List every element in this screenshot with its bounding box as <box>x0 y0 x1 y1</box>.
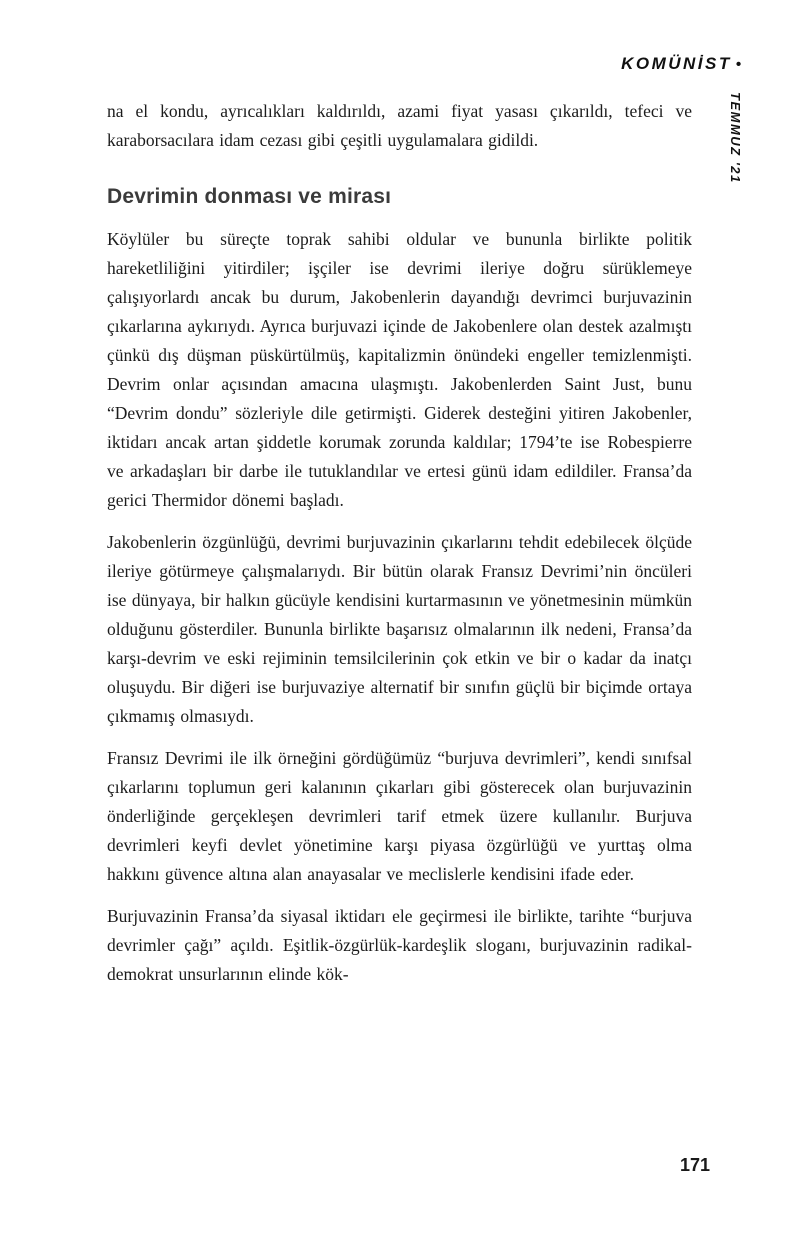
paragraph-1: Köylüler bu süreçte toprak sahibi oldular ve bununla birlikte politik hareketliliğini yitirdiler; işçiler ise devrimi ileriye doğru sürüklemeye çalışıyorlardı ancak bu durum, Jakobenlerin dayandığı devrimci burjuvazinin çıkarlarına aykırıydı. Ayrıca burjuvazi içinde de Jakobenlere olan destek azalmıştı çünkü dış düşman püskürtülmüş, kapitalizmin önündeki engeller temizlenmişti. Devrim onlar açısından amacına ulaşmıştı. Jakobenlerden Saint Just, bunu “Devrim dondu” sözleriyle dile getirmişti. Giderek desteğini yitiren Jakobenler, iktidarı ancak artan şiddetle korumak zorunda kaldılar; 1794’te ise Robespierre ve arkadaşları bir darbe ile tutuklandılar ve ertesi günü idam edildiler. Fransa’da gerici Thermidor dönemi başladı. <box>107 229 692 510</box>
masthead-bullet: • <box>735 56 741 73</box>
issue-date: TEMMUZ '21 <box>728 92 743 184</box>
masthead <box>621 54 741 74</box>
page-number: 171 <box>679 1155 710 1175</box>
magazine-title: KOMÜNİST <box>621 54 732 73</box>
paragraph-2: Jakobenlerin özgünlüğü, devrimi burjuvazinin çıkarlarını tehdit edebilecek ölçüde ileriye götürmeye çalışmalarıydı. Bir bütün olarak Fransız Devrimi’nin öncüleri ise dünyaya, bir halkın gücüyle kendisini kurtarmasının ve yönetmesinin mümkün olduğunu gösterdiler. Bununla birlikte başarısız olmalarının ilk nedeni, Fransa’da karşı-devrim ve eski rejiminin temsilcilerinin çok etkin ve bir o kadar da inatçı oluşuydu. Bir diğeri ise burjuvaziye alternatif bir sınıfın güçlü bir biçimde ortaya çıkmamış olmasıydı. <box>107 532 692 726</box>
paragraph-4: Burjuvazinin Fransa’da siyasal iktidarı ele geçirmesi ile birlikte, tarihte “burjuva devrimler çağı” açıldı. Eşitlik-özgürlük-kardeşlik sloganı, burjuvazinin radikal-demokrat unsurlarının elinde kök- <box>107 906 692 984</box>
page-body <box>107 97 692 989</box>
section-heading: Devrimin donması ve mirası <box>107 185 392 208</box>
continuation-paragraph: na el kondu, ayrıcalıkları kaldırıldı, azami fiyat yasası çıkarıldı, tefeci ve karaborsacılara idam cezası gibi çeşitli uygulamalara gidildi. <box>107 101 692 150</box>
paragraph-3: Fransız Devrimi ile ilk örneğini gördüğümüz “burjuva devrimleri”, kendi sınıfsal çıkarlarını toplumun geri kalanının çıkarları gibi gösterecek olan burjuvazinin önderliğinde gerçekleşen devrimleri tarif etmek üzere kullanılır. Burjuva devrimleri keyfi devlet yönetimine karşı piyasa özgürlüğü ve yurttaş olma hakkını güvence altına alan anayasalar ve meclislerle kendisini ifade eder. <box>107 748 692 884</box>
